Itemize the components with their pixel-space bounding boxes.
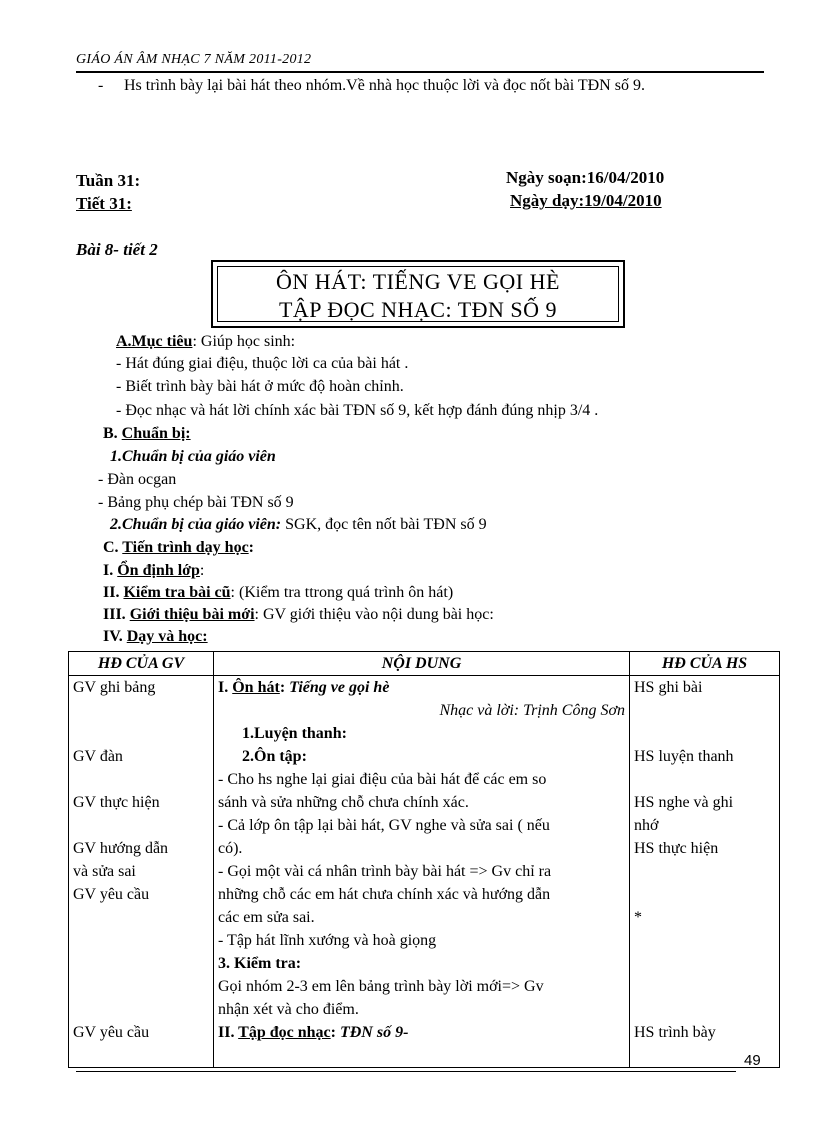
gv-line: GV yêu cầu — [73, 886, 150, 903]
step-iii-text: : GV giới thiệu vào nội dung bài học: — [254, 606, 494, 623]
hs-line — [634, 952, 775, 975]
gv-line: GV hướng dẫn — [73, 840, 169, 857]
title-box — [211, 260, 625, 328]
teacher-activity-cell — [69, 676, 214, 1068]
content-line: - Cả lớp ôn tập lại bài hát, GV nghe và sửa sai ( nếu — [218, 817, 550, 834]
taught-date: Ngày dạy:19/04/2010 — [510, 191, 662, 210]
section-c — [103, 539, 254, 557]
gv-line: GV yêu cầu — [73, 1024, 150, 1041]
content-line: - Cho hs nghe lại giai điệu của bài hát để các em so — [218, 771, 547, 788]
hs-line — [634, 929, 775, 952]
step-i — [103, 562, 204, 580]
content-section-prefix: I. — [218, 679, 233, 696]
lesson-table — [68, 651, 780, 1068]
content-section-prefix: II. — [218, 1024, 239, 1041]
content-section-colon: : — [279, 679, 290, 696]
step-i-prefix: I. — [103, 562, 118, 579]
gv-line — [73, 722, 209, 745]
content-cell — [214, 676, 630, 1068]
gv-line: và sửa sai — [73, 863, 136, 880]
hs-line: * — [634, 909, 642, 926]
hs-line: HS nghe và ghi — [634, 794, 734, 811]
content-line-song — [218, 676, 625, 699]
section-b-prefix: B. — [103, 425, 122, 442]
gv-line: GV đàn — [73, 748, 123, 765]
period-label: Tiết 31: — [76, 194, 132, 213]
objective-item-2: - Biết trình bày bài hát ở mức độ hoàn chỉnh. — [116, 378, 404, 395]
section-b-label: Chuẩn bị: — [121, 425, 191, 442]
content-line: các em sửa sai. — [218, 909, 315, 926]
section-a-text: : Giúp học sinh: — [192, 333, 296, 350]
step-iii — [103, 606, 494, 624]
lesson-label: Bài 8- tiết 2 — [76, 240, 158, 259]
content-line: những chỗ các em hát chưa chính xác và hướng dẫn — [218, 886, 551, 903]
section-b — [103, 425, 191, 443]
content-line: nhận xét và cho điểm. — [218, 1001, 359, 1018]
week-label: Tuần 31: — [76, 171, 141, 190]
step-iv-prefix: IV. — [103, 628, 127, 645]
table-header-row — [69, 652, 780, 676]
gv-line — [73, 768, 209, 791]
page-number: 49 — [744, 1052, 761, 1069]
title-line-2: TẬP ĐỌC NHẠC: TĐN SỐ 9 — [278, 297, 558, 322]
header-rule — [76, 71, 764, 73]
step-ii-prefix: II. — [103, 584, 124, 601]
hs-line: HS ghi bài — [634, 679, 703, 696]
gv-line — [73, 814, 209, 837]
content-section-label: Ôn hát — [232, 679, 280, 696]
content-line: - Tập hát lĩnh xướng và hoà giọng — [218, 932, 437, 949]
prep-student-label: 2.Chuẩn bị của giáo viên: — [110, 516, 282, 533]
step-iv — [103, 628, 208, 646]
prep-item-1: - Đàn ocgan — [98, 471, 177, 488]
content-line: Gọi nhóm 2-3 em lên bảng trình bày lời mới=> Gv — [218, 978, 544, 995]
student-activity-cell — [630, 676, 780, 1068]
tdn-title: TĐN số 9- — [339, 1024, 409, 1041]
step-ii — [103, 584, 453, 602]
gv-line — [73, 952, 209, 975]
hs-line: HS thực hiện — [634, 840, 719, 857]
hs-line: HS luyện thanh — [634, 748, 734, 765]
intro-bullet-text: Hs trình bày lại bài hát theo nhóm.Về nhà học thuộc lời và đọc nốt bài TĐN số 9. — [124, 77, 645, 94]
hs-line — [634, 699, 775, 722]
gv-line — [73, 929, 209, 952]
gv-line — [73, 975, 209, 998]
song-title: Tiếng ve gọi hè — [289, 679, 390, 696]
gv-line — [73, 699, 209, 722]
content-line: 2.Ôn tập: — [242, 748, 307, 765]
step-ii-label: Kiểm tra bài cũ — [123, 584, 231, 601]
content-line: có). — [218, 840, 243, 857]
prep-student — [110, 516, 487, 534]
step-iv-label: Dạy và học: — [126, 628, 208, 645]
hs-line: HS trình bày — [634, 1024, 716, 1041]
gv-line — [73, 998, 209, 1021]
hs-line — [634, 998, 775, 1021]
hs-line — [634, 722, 775, 745]
section-a — [116, 333, 295, 351]
section-c-label: Tiến trình dạy học — [122, 539, 249, 556]
content-line: - Gọi một vài cá nhân trình bày bài hát => Gv chỉ ra — [218, 863, 552, 880]
section-c-suffix: : — [248, 539, 254, 556]
title-line-1: ÔN HÁT: TIẾNG VE GỌI HÈ — [276, 269, 560, 294]
prep-teacher-label: 1.Chuẩn bị của giáo viên — [110, 448, 276, 465]
intro-bullet-marker: - — [98, 77, 104, 94]
content-line: 3. Kiểm tra: — [218, 955, 302, 972]
table-row — [69, 676, 780, 1068]
hs-line — [634, 975, 775, 998]
content-section-colon: : — [330, 1024, 340, 1041]
content-line-tdn — [218, 1021, 625, 1044]
content-line: sánh và sửa những chỗ chưa chính xác. — [218, 794, 469, 811]
prep-student-text: SGK, đọc tên nốt bài TĐN số 9 — [281, 516, 487, 533]
gv-line — [73, 1044, 209, 1067]
header-content: NỘI DUNG — [214, 652, 630, 676]
hs-line — [634, 883, 775, 906]
header-student-activity: HĐ CỦA HS — [630, 652, 780, 676]
section-a-label: A.Mục tiêu — [116, 333, 193, 350]
step-ii-text: : (Kiểm tra ttrong quá trình ôn hát) — [230, 584, 454, 601]
prep-item-2: - Bảng phụ chép bài TĐN số 9 — [98, 494, 294, 511]
hs-line — [634, 768, 775, 791]
step-i-label: Ổn định lớp — [117, 562, 200, 579]
hs-line — [634, 860, 775, 883]
section-c-prefix: C. — [103, 539, 123, 556]
header-teacher-activity: HĐ CỦA GV — [69, 652, 214, 676]
step-i-suffix: : — [199, 562, 205, 579]
gv-line: GV thực hiện — [73, 794, 160, 811]
content-section-label: Tập đọc nhạc — [238, 1024, 331, 1041]
hs-line: nhớ — [634, 817, 659, 834]
page-header-title: GIÁO ÁN ÂM NHẠC 7 NĂM 2011-2012 — [76, 52, 312, 67]
prepared-date: Ngày soạn:16/04/2010 — [506, 168, 665, 187]
song-author: Nhạc và lời: Trịnh Công Sơn — [439, 702, 625, 719]
step-iii-label: Giới thiệu bài mới — [129, 606, 255, 623]
content-line: 1.Luyện thanh: — [242, 725, 347, 742]
step-iii-prefix: III. — [103, 606, 130, 623]
objective-item-3: - Đọc nhạc và hát lời chính xác bài TĐN số 9, kết hợp đánh đúng nhịp 3/4 . — [116, 402, 599, 419]
gv-line: GV ghi bảng — [73, 679, 156, 696]
footer-rule — [76, 1071, 736, 1072]
gv-line — [73, 906, 209, 929]
objective-item-1: - Hát đúng giai điệu, thuộc lời ca của bài hát . — [116, 355, 409, 372]
